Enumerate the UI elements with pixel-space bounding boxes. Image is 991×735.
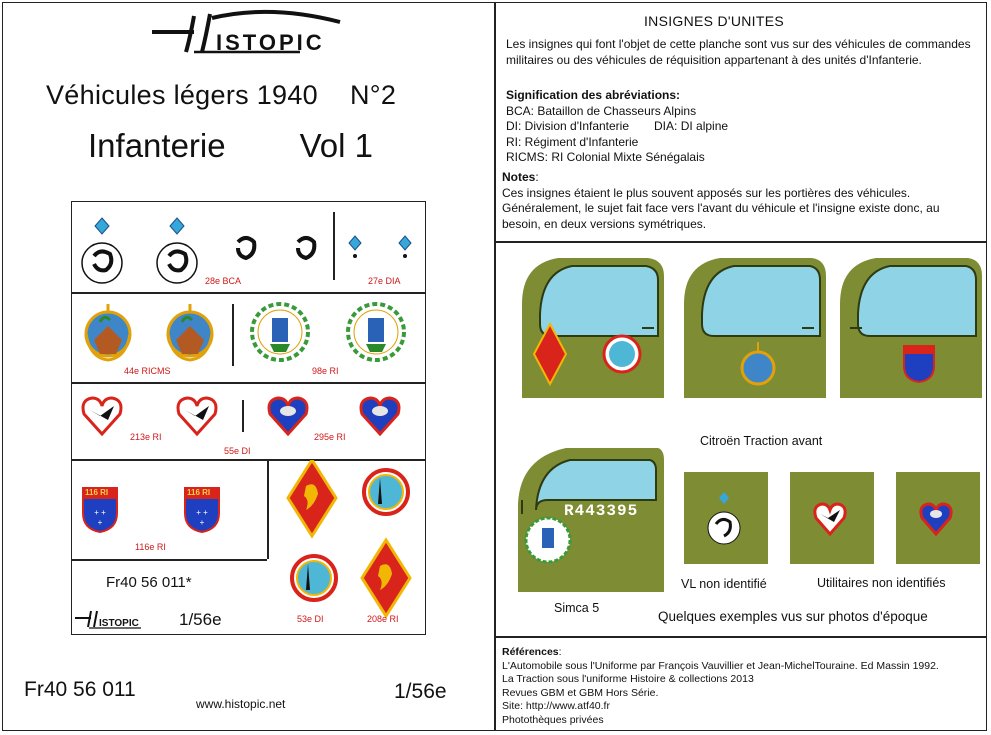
label-53e-di: 53e DI — [297, 614, 324, 624]
utilitaire-panel-1 — [790, 472, 874, 564]
ricms-anchor-insignia — [86, 304, 130, 360]
label-116e-ri: 116e RI — [135, 542, 166, 552]
decal-sheet — [71, 201, 426, 635]
reference-line: L'Automobile sous l'Uniforme par François Vauvillier et Jean-MichelTouraine. Ed Massin 1992. — [502, 659, 939, 672]
references-heading: Références — [502, 646, 559, 658]
title-number: N°2 — [349, 80, 397, 110]
caption-vl: VL non identifié — [681, 577, 767, 591]
ri116-shield-insignia — [82, 487, 118, 533]
abbrev-dia: DIA: DI alpine — [654, 119, 729, 133]
title-line2: Infanterie — [88, 127, 226, 164]
footer-website: www.histopic.net — [196, 697, 286, 711]
reference-line: La Traction sous l'uniforme Histoire & collections 2013 — [502, 673, 754, 685]
ri208-diamond-insignia — [288, 460, 336, 536]
intro-text: Les insignes qui font l'objet de cette planche sont vus sur des véhicules de commandes militaires ou des véhicules de réquisition appartenant à des unités d'Infanterie. — [506, 37, 971, 67]
bca-horn-small — [298, 238, 314, 258]
svg-text:+ +: + + — [94, 508, 106, 517]
vl-panel — [684, 472, 768, 564]
svg-text:+: + — [97, 518, 103, 527]
abbrev-ri: RI: Régiment d'Infanterie — [506, 134, 639, 149]
sheet-title — [46, 80, 396, 111]
traction-door-1 — [512, 254, 668, 400]
references-divider — [496, 636, 987, 638]
sheet-col-divider — [267, 459, 269, 559]
notes-block: Notes: Ces insignes étaient le plus souvent apposés sur les portières des véhicules. Généralement, le sujet fait face vers l'avant du véhicule et l'insigne existe donc, au besoin, en deux versions symétriques. — [502, 170, 940, 231]
center-divider — [494, 2, 496, 731]
label-44e-ricms: 44e RICMS — [124, 366, 171, 376]
histopic-logo-small — [75, 608, 155, 630]
bca-insignias — [80, 216, 325, 286]
footer-code: Fr40 56 011 — [24, 678, 136, 701]
sheet-code: Fr40 56 011* — [106, 574, 192, 591]
abbrev-di: DI: Division d'Infanterie — [506, 119, 630, 133]
reference-line: Site: http://www.atf40.fr — [502, 700, 610, 712]
label-55e-di: 55e DI — [224, 446, 251, 456]
notes-text: Ces insignes étaient le plus souvent apposés sur les portières des véhicules. Généralement, le sujet fait face vers l'avant du véhicule et l'insigne existe donc, au besoin, en deux versions symétriques. — [502, 185, 940, 231]
simca-plate: R443395 — [564, 502, 639, 520]
histopic-logo — [150, 8, 350, 58]
abbrev-bca: BCA: Bataillon de Chasseurs Alpins — [506, 103, 697, 118]
svg-text:+: + — [199, 518, 205, 527]
shield-text: 116 RI — [85, 488, 109, 497]
shield-text: 116 RI — [187, 488, 211, 497]
sheet-col-divider — [232, 304, 234, 366]
references-block: Références: L'Automobile sous l'Uniforme par François Vauvillier et Jean-MichelTouraine. Ed Massin 1992. La Traction sous l'uniforme Histoire & collections 2013 Revues GBM et GBM Hors Série. Site: http://www.atf40.fr Photothèques privées — [502, 646, 939, 726]
right-column-insignias — [284, 460, 424, 630]
svg-text:ISTOPIC: ISTOPIC — [99, 618, 139, 629]
title-line1: Véhicules légers 1940 — [46, 80, 318, 110]
ri295-heart-insignia — [361, 398, 399, 434]
caption-traction: Citroën Traction avant — [700, 434, 823, 448]
bca-horn-small — [238, 238, 254, 258]
label-28e-bca: 28e BCA — [205, 276, 242, 286]
dia-insignias — [347, 234, 417, 264]
label-213e-ri: 213e RI — [130, 432, 162, 442]
sheet-row-divider — [72, 292, 425, 294]
ricms-anchor-insignia — [168, 304, 212, 360]
svg-text:ISTOPIC: ISTOPIC — [216, 30, 325, 55]
svg-text:+ +: + + — [196, 508, 208, 517]
bca-insignia-large — [157, 218, 197, 283]
ri116-shield-insignia — [184, 487, 220, 533]
label-208e-ri: 208e RI — [367, 614, 399, 624]
ri213-heart-insignia — [178, 398, 216, 434]
reference-line: Photothèques privées — [502, 713, 604, 726]
label-98e-ri: 98e RI — [312, 366, 339, 376]
section-divider — [496, 241, 987, 243]
simca-door — [508, 444, 668, 594]
reference-line: Revues GBM et GBM Hors Série. — [502, 686, 659, 699]
title-volume: Vol 1 — [299, 127, 373, 164]
utilitaire-panel-2 — [896, 472, 980, 564]
insignia-title: INSIGNES D'UNITES — [643, 13, 784, 29]
abbrev-heading: Signification des abréviations: — [506, 88, 681, 102]
label-27e-dia: 27e DIA — [368, 276, 401, 286]
bca-insignia-large — [82, 218, 122, 283]
traction-door-2 — [678, 254, 828, 400]
ri98-wreath-insignia — [348, 304, 404, 360]
caption-simca: Simca 5 — [554, 601, 600, 615]
abbrev-ricms: RICMS: RI Colonial Mixte Sénégalais — [506, 150, 705, 164]
traction-door-3 — [834, 254, 984, 400]
sheet-row-divider — [72, 559, 267, 561]
sheet-scale: 1/56e — [179, 610, 222, 629]
ri213-heart-insignia — [83, 398, 121, 434]
footer-scale: 1/56e — [394, 680, 447, 703]
abbrev-block — [506, 88, 728, 166]
ri98-insignias — [250, 302, 415, 364]
notes-heading: Notes — [502, 170, 536, 184]
sheet-col-divider — [333, 212, 335, 280]
ri295-heart-insignia — [269, 398, 307, 434]
sheet-subtitle — [88, 127, 373, 165]
sheet-row-divider — [72, 382, 425, 384]
ricms-insignias — [80, 300, 220, 364]
ri98-wreath-insignia — [252, 304, 308, 360]
caption-utilitaires: Utilitaires non identifiés — [817, 576, 946, 590]
ri208-diamond-insignia — [362, 540, 410, 616]
label-295e-ri: 295e RI — [314, 432, 346, 442]
di53-round-insignia — [292, 556, 336, 600]
caption-exemples: Quelques exemples vus sur photos d'époque — [658, 609, 928, 624]
di53-round-insignia — [364, 470, 408, 514]
